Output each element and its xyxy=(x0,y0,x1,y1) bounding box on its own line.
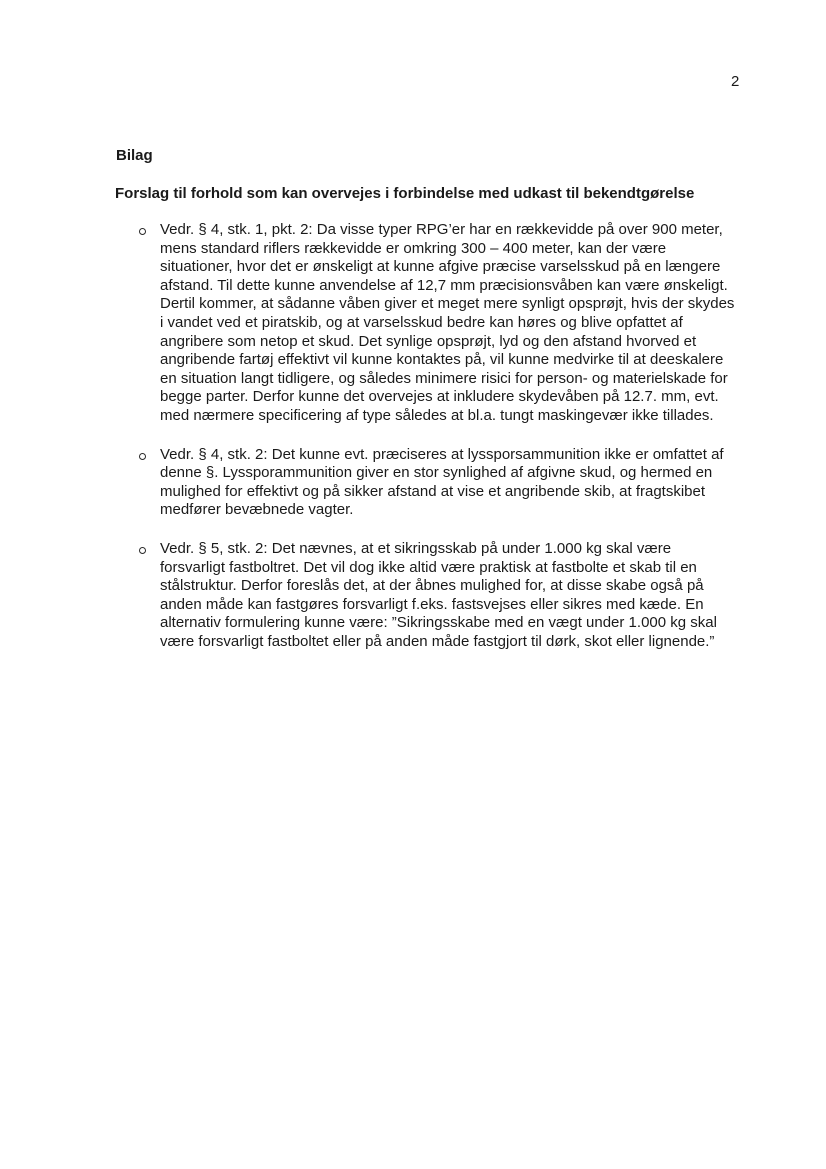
list-item xyxy=(138,221,738,426)
list-item xyxy=(138,540,738,652)
bullet-icon xyxy=(139,228,146,235)
list-item xyxy=(138,446,738,520)
bullet-icon xyxy=(139,547,146,554)
note-text: Vedr. § 4, stk. 2: Det kunne evt. præciseres at lyssporsammunition ikke er omfattet af denne §. Lyssporammunition giver en stor synlighed af afgivne skud, og hermed en mulighed for effektivt og på sikker afstand at vise et angribende skib, at fragtskibet medfører bevæbnede vagter. xyxy=(160,445,724,519)
note-text: Vedr. § 4, stk. 1, pkt. 2: Da visse typer RPG’er har en rækkevidde på over 900 meter, mens standard riflers rækkevidde er omkring 300 – 400 meter, kan der være situationer, hvor det er ønskeligt at kunne afgive præcise varselsskud på en længere afstand. Til dette kunne anvendelse af 12,7 mm præcisionsvåben kan være ønskeligt. Dertil kommer, at sådanne våben giver et meget mere synligt opsprøjt, hvis der skydes i vandet ved et piratskib, og at varselsskud bedre kan høres og blive opfattet af angribere som netop et skud. Det synlige opsprøjt, lyd og den afstand hvorved et angribende fartøj effektivt vil kunne kontaktes på, vil kunne medvirke til at deeskalere en situation langt tidligere, og således minimere risici for person- og materielskade for begge parter. Derfor kunne det overvejes at inkludere skydevåben på 12.7. mm, evt. med nærmere specificering af type således at bl.a. tungt maskingevær ikke tillades. xyxy=(160,221,735,424)
section-heading: Forslag til forhold som kan overvejes i forbindelse med udkast til bekendtgørelse xyxy=(115,185,695,202)
page-number: 2 xyxy=(731,73,740,90)
appendix-title: Bilag xyxy=(116,147,153,164)
notes-list xyxy=(138,221,738,651)
bullet-icon xyxy=(139,453,146,460)
note-text: Vedr. § 5, stk. 2: Det nævnes, at et sikringsskab på under 1.000 kg skal være forsvarligt fastboltret. Det vil dog ikke altid være praktisk at fastbolte et skab til en stålstruktur. Derfor foreslås det, at der åbnes mulighed for, at disse skabe også på anden måde kan fastgøres forsvarligt f.eks. fastsvejses eller sikres med kæde. En alternativ formulering kunne være: ”Sikringsskabe med en vægt under 1.000 kg skal være forsvarligt fastboltet eller på anden måde fastgjort til dørk, skot eller lignende.” xyxy=(160,539,717,650)
